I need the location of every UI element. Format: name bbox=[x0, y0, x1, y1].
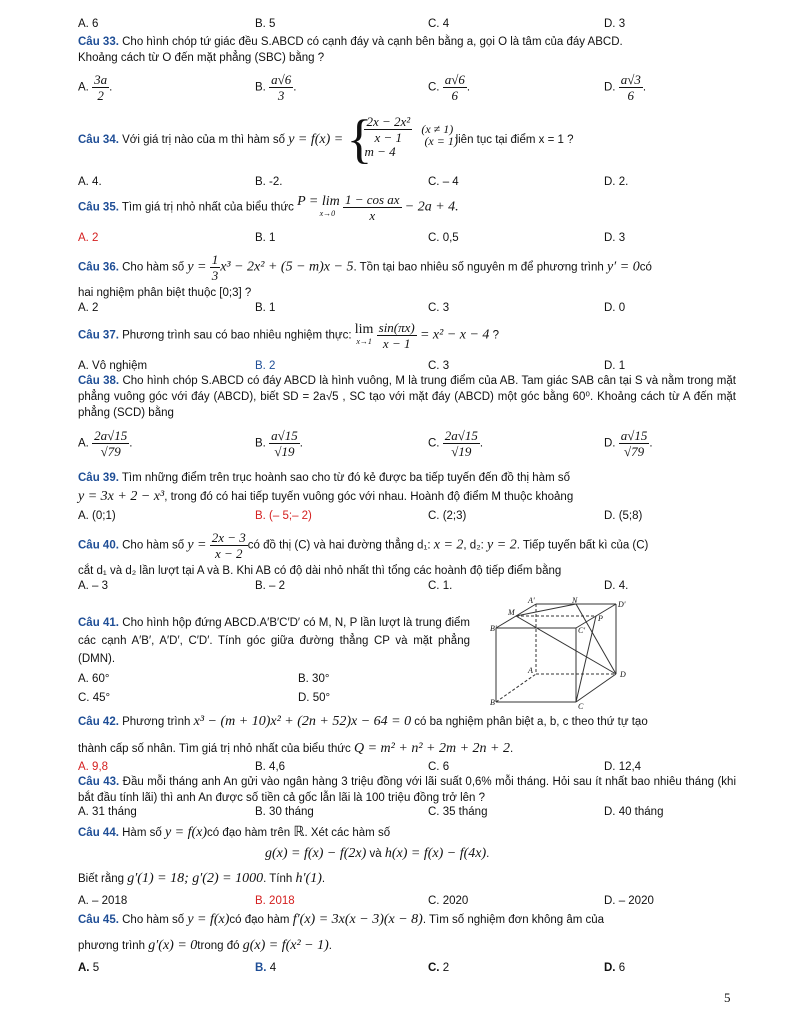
q41-option-c: C. 45° bbox=[78, 692, 111, 704]
q39-option-a: A. (0;1) bbox=[78, 510, 116, 522]
q35-option-b: B. 1 bbox=[255, 232, 276, 244]
question-35: Câu 35. Tìm giá trị nhỏ nhất của biểu thức P = lim x→0 $\frac{\text{1 − cos ax}}{x}$ − 2a + 4. bbox=[78, 192, 459, 223]
q43-option-b: B. 30 tháng bbox=[255, 806, 314, 818]
question-40: Câu 40. Cho hàm số y = $\frac{2x - 3}{x - 2}$ có đồ thị (C) và hai đường thẳng d₁: x = 2, d₂: y = 2. Tiếp tuyến bất kì của (C) bbox=[78, 530, 649, 561]
fig-label-c: C bbox=[578, 702, 584, 711]
fig-label-d1: D' bbox=[618, 600, 626, 609]
fig-label-a1: A' bbox=[528, 596, 535, 605]
q36-option-d: D. 0 bbox=[604, 302, 626, 314]
q33-option-a: A. $\frac{3a}{2}$ . bbox=[78, 72, 113, 103]
q45-option-b: B. 4 bbox=[255, 962, 277, 974]
q43-option-a: A. 31 tháng bbox=[78, 806, 137, 818]
q45-option-c: C. 2 bbox=[428, 962, 450, 974]
q37-option-b: B. 2 bbox=[255, 360, 276, 372]
fig-label-b: B bbox=[490, 698, 495, 707]
q45-option-d: D. 6 bbox=[604, 962, 626, 974]
q41-option-a: A. 60° bbox=[78, 673, 110, 685]
q34-option-c: C. – 4 bbox=[428, 176, 459, 188]
q37-option-c: C. 3 bbox=[428, 360, 450, 372]
q35-option-d: D. 3 bbox=[604, 232, 626, 244]
q40-option-d: D. 4. bbox=[604, 580, 629, 592]
question-label: Câu 33. bbox=[78, 36, 119, 48]
q42-option-b: B. 4,6 bbox=[255, 761, 286, 773]
q44-option-d: D. – 2020 bbox=[604, 895, 654, 907]
prev-answer-b: B. 5 bbox=[255, 18, 276, 30]
q44-option-c: C. 2020 bbox=[428, 895, 469, 907]
question-33-line2: Khoảng cách từ O đến mặt phẳng (SBC) bằng ? bbox=[78, 52, 325, 64]
question-40-line2: cắt d₁ và d₂ lần lượt tại A và B. Khi AB có độ dài nhỏ nhất thì tổng các hoành độ tiếp điểm bằng bbox=[78, 565, 562, 577]
fig-label-b1: B' bbox=[490, 624, 497, 633]
box-figure bbox=[482, 594, 642, 712]
page-number: 5 bbox=[724, 990, 731, 1005]
q38-option-d: D. $\frac{a√15}{√79}$ . bbox=[604, 428, 653, 459]
q33-option-d: D. $\frac{a√3}{6}$ . bbox=[604, 72, 647, 103]
q43-option-d: D. 40 tháng bbox=[604, 806, 664, 818]
question-41: Câu 41. Cho hình hộp đứng ABCD.A′B′C′D′ có M, N, P lần lượt là trung điểm các cạnh A′B′, A′D′, C′D′. Tính góc giữa đường thẳng CP và mặt phẳng (DMN). bbox=[78, 617, 470, 665]
q45-option-a: A. 5 bbox=[78, 962, 100, 974]
prev-answer-c: C. 4 bbox=[428, 18, 450, 30]
question-45-line2: phương trình g′(x) = 0trong đó g(x) = f(x² − 1). bbox=[78, 938, 332, 953]
question-42-line2: thành cấp số nhân. Tìm giá trị nhỏ nhất của biểu thức Q = m² + n² + 2m + 2n + 2. bbox=[78, 741, 514, 756]
fig-label-c1: C' bbox=[578, 626, 586, 635]
q38-option-b: B. $\frac{a√15}{√19}$ . bbox=[255, 428, 303, 459]
question-44: Câu 44. Hàm số y = f(x)có đạo hàm trên ℝ. Xét các hàm số bbox=[78, 825, 391, 840]
q42-option-a: A. 9,8 bbox=[78, 761, 109, 773]
q36-option-a: A. 2 bbox=[78, 302, 99, 314]
q38-option-c: C. $\frac{2a√15}{√19}$ . bbox=[428, 428, 484, 459]
q35-option-c: C. 0,5 bbox=[428, 232, 459, 244]
q40-option-b: B. – 2 bbox=[255, 580, 286, 592]
q33-option-c: C. $\frac{a√6}{6}$ . bbox=[428, 72, 471, 103]
q34-option-b: B. -2. bbox=[255, 176, 283, 188]
q39-option-b: B. (– 5;– 2) bbox=[255, 510, 312, 522]
q37-option-a: A. Vô nghiệm bbox=[78, 360, 148, 372]
q34-option-a: A. 4. bbox=[78, 176, 102, 188]
q41-option-b: B. 30° bbox=[298, 673, 330, 685]
q44-option-b: B. 2018 bbox=[255, 895, 295, 907]
question-36: Câu 36. Cho hàm số y = $\frac{1}{3}$ x³ − 2x² + (5 − m)x − 5. Tồn tại bao nhiêu số nguyên m để phương trình y′ = 0có bbox=[78, 252, 652, 283]
question-37: Câu 37. Phương trình sau có bao nhiêu nghiệm thực: lim x→1 $\frac{\sin(\pi x)}{x - 1}$ = x² − x − 4 ? bbox=[78, 320, 500, 351]
question-44-functions: g(x) = f(x) − f(2x) và h(x) = f(x) − f(4x). bbox=[265, 846, 490, 861]
question-42: Câu 42. Phương trình x³ − (m + 10)x² + (2n + 52)x − 64 = 0 có ba nghiệm phân biệt a, b, c theo thứ tự tạo bbox=[78, 714, 648, 729]
question-38: Câu 38. Cho hình chóp S.ABCD có đáy ABCD là hình vuông, M là trung điểm của AB. Tam giác SAB cân tại S và nằm trong mặt phẳng vuông góc với đáy (ABCD), biết SD = 2a√5 , SC tạo với mặt đáy (ABCD) một góc bằng 60⁰. Khoảng cách từ A đến mặt phẳng (SCD) bằng bbox=[78, 375, 736, 419]
question-34: Câu 34. Với giá trị nào của m thì hàm số y = f(x) = { $\frac{\text{2x − 2x²}}{x - 1}$ (x ≠ 1) m − 4 (x = 1) liên tục tại điểm x = 1 ? bbox=[78, 109, 574, 169]
fig-label-n: N bbox=[572, 596, 578, 605]
question-33: Câu 33. Cho hình chóp tứ giác đều S.ABCD có cạnh đáy và cạnh bên bằng a, gọi O là tâm của đáy ABCD. bbox=[78, 36, 623, 48]
q43-option-c: C. 35 tháng bbox=[428, 806, 488, 818]
q38-option-a: A. $\frac{2a√15}{√79}$ . bbox=[78, 428, 133, 459]
q39-option-c: C. (2;3) bbox=[428, 510, 467, 522]
question-45: Câu 45. Cho hàm số y = f(x)có đạo hàm f′(x) = 3x(x − 3)(x − 8). Tìm số nghiệm đơn không âm của bbox=[78, 912, 605, 927]
q37-option-d: D. 1 bbox=[604, 360, 626, 372]
q42-option-d: D. 12,4 bbox=[604, 761, 642, 773]
question-44-line3: Biết rằng g′(1) = 18; g′(2) = 1000. Tính h′(1). bbox=[78, 871, 326, 886]
q40-option-a: A. – 3 bbox=[78, 580, 109, 592]
prev-answer-a: A. 6 bbox=[78, 18, 99, 30]
q42-option-c: C. 6 bbox=[428, 761, 450, 773]
q36-option-c: C. 3 bbox=[428, 302, 450, 314]
q40-option-c: C. 1. bbox=[428, 580, 453, 592]
fig-label-m: M bbox=[508, 608, 515, 617]
q39-option-d: D. (5;8) bbox=[604, 510, 643, 522]
q44-option-a: A. – 2018 bbox=[78, 895, 128, 907]
q33-option-b: B. $\frac{a√6}{3}$ . bbox=[255, 72, 297, 103]
prev-answer-d: D. 3 bbox=[604, 18, 626, 30]
fig-label-p: P bbox=[598, 614, 603, 623]
question-39-line2: y = 3x + 2 − x³, trong đó có hai tiếp tuyến vuông góc với nhau. Hoành độ điểm M thuộc khoảng bbox=[78, 489, 574, 504]
q36-option-b: B. 1 bbox=[255, 302, 276, 314]
fig-label-d: D bbox=[620, 670, 626, 679]
q35-option-a: A. 2 bbox=[78, 232, 99, 244]
q34-option-d: D. 2. bbox=[604, 176, 629, 188]
question-43: Câu 43. Đầu mỗi tháng anh An gửi vào ngân hàng 3 triệu đồng với lãi suất 0,6% mỗi tháng. Hỏi sau ít nhất bao nhiêu tháng (khi bắt đầu tính lãi) thì anh An được số tiền cả gốc lẫn lãi là 100 triệu đồng trở lên ? bbox=[78, 776, 736, 804]
question-36-line2: hai nghiệm phân biệt thuộc [0;3] ? bbox=[78, 287, 252, 299]
question-39: Câu 39. Tìm những điểm trên trục hoành sao cho từ đó kẻ được ba tiếp tuyến đến đồ thị hàm số bbox=[78, 472, 570, 484]
q41-option-d: D. 50° bbox=[298, 692, 331, 704]
fig-label-a: A bbox=[528, 666, 533, 675]
